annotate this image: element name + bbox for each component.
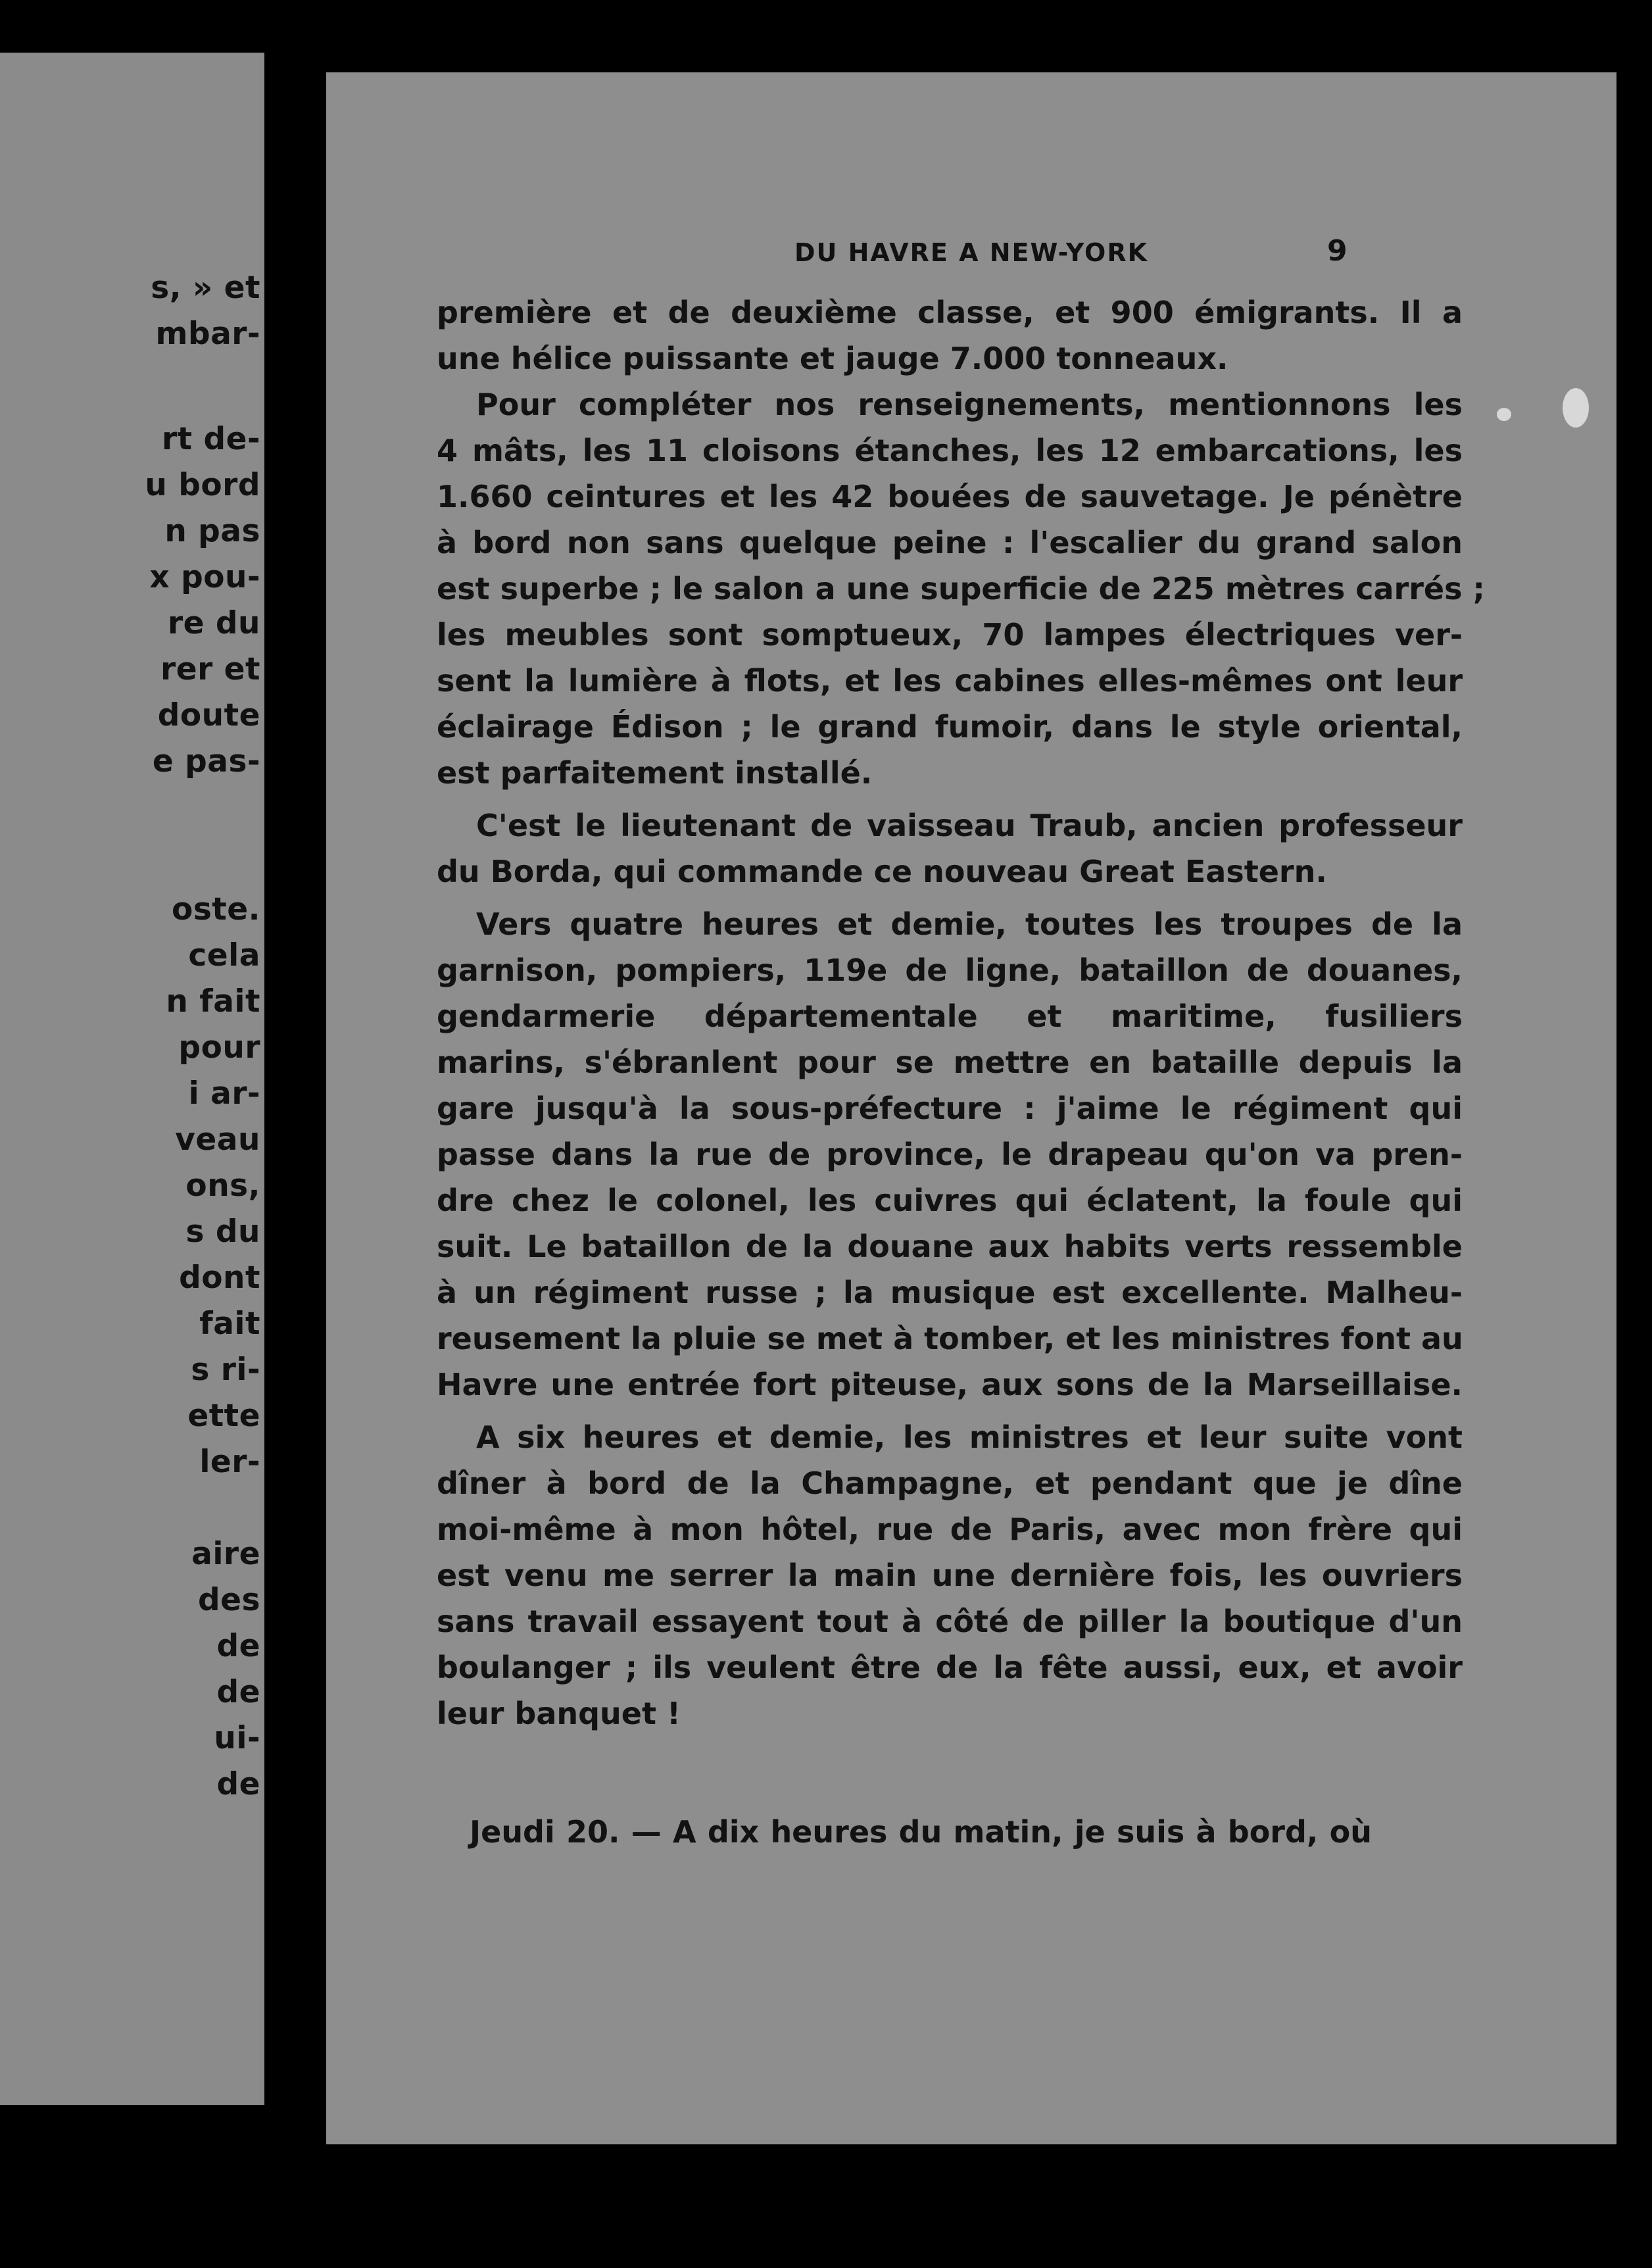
left-fragment: des — [198, 1582, 260, 1618]
left-fragment: n fait — [166, 983, 260, 1020]
left-fragment: ui- — [214, 1720, 260, 1756]
text-line: Pour compléter nos renseignements, mentionnons les — [476, 387, 1463, 422]
left-fragment: veau — [175, 1122, 260, 1158]
left-fragment: i ar- — [188, 1075, 260, 1112]
left-fragment: mbar- — [155, 316, 260, 352]
text-line: reusement la pluie se met à tomber, et les ministres font au — [437, 1321, 1463, 1356]
text-line: 4 mâts, les 11 cloisons étanches, les 12 embarcations, les — [437, 433, 1463, 468]
left-fragment: aire — [191, 1536, 260, 1572]
text-line: du Borda, qui commande ce nouveau Great Eastern. — [437, 854, 1327, 889]
page-number: 9 — [1327, 234, 1348, 268]
left-fragment: e pas- — [152, 743, 260, 779]
left-fragment: ler- — [199, 1444, 260, 1480]
text-line: dîner à bord de la Champagne, et pendant que je dîne — [437, 1466, 1463, 1501]
previous-page-strip — [0, 53, 264, 2105]
text-line: à bord non sans quelque peine : l'escalier du grand salon — [437, 525, 1463, 560]
text-line: moi-même à mon hôtel, rue de Paris, avec mon frère qui — [437, 1512, 1463, 1547]
text-line: Havre une entrée fort piteuse, aux sons de la Marseillaise. — [437, 1367, 1463, 1402]
text-line: boulanger ; ils veulent être de la fête aussi, eux, et avoir — [437, 1650, 1463, 1685]
text-line: éclairage Édison ; le grand fumoir, dans le style oriental, — [437, 709, 1463, 745]
text-line: suit. Le bataillon de la douane aux habits verts ressemble — [437, 1229, 1463, 1264]
text-line: dre chez le colonel, les cuivres qui éclatent, la foule qui — [437, 1183, 1463, 1218]
left-fragment: pour — [178, 1029, 260, 1066]
text-line: est superbe ; le salon a une superficie de 225 mètres carrés ; — [437, 571, 1485, 606]
text-line: Jeudi 20. — A dix heures du matin, je suis à bord, où — [470, 1814, 1372, 1850]
text-line: passe dans la rue de province, le drapeau qu'on va pren- — [437, 1137, 1463, 1172]
left-fragment: de — [216, 1766, 260, 1802]
page-gutter — [264, 0, 329, 2268]
left-fragment: cela — [188, 937, 260, 974]
text-line: C'est le lieutenant de vaisseau Traub, ancien professeur — [476, 808, 1463, 843]
text-line: gendarmerie départementale et maritime, fusiliers — [437, 998, 1463, 1034]
left-fragment: de — [216, 1674, 260, 1710]
text-line: A six heures et demie, les ministres et leur suite vont — [476, 1419, 1463, 1455]
text-line: 1.660 ceintures et les 42 bouées de sauvetage. Je pénètre — [437, 479, 1463, 514]
left-fragment: doute — [157, 697, 260, 733]
scan-speck — [1497, 408, 1511, 421]
text-line: à un régiment russe ; la musique est excellente. Malheu- — [437, 1275, 1463, 1310]
left-fragment: s, » et — [151, 270, 260, 306]
left-fragment: ons, — [185, 1168, 260, 1204]
text-line: est venu me serrer la main une dernière fois, les ouvriers — [437, 1558, 1463, 1593]
running-head: DU HAVRE A NEW-YORK — [794, 238, 1149, 267]
text-line: leur banquet ! — [437, 1696, 681, 1731]
text-line: gare jusqu'à la sous-préfecture : j'aime le régiment qui — [437, 1091, 1463, 1126]
left-fragment: u bord — [145, 467, 260, 503]
left-fragment: x pou- — [149, 559, 260, 595]
left-fragment: oste. — [172, 891, 260, 927]
text-line: Vers quatre heures et demie, toutes les troupes de la — [476, 906, 1463, 942]
text-line: sans travail essayent tout à côté de piller la boutique d'un — [437, 1604, 1463, 1639]
left-fragment: fait — [199, 1306, 260, 1342]
text-line: est parfaitement installé. — [437, 755, 873, 791]
left-fragment: de — [216, 1628, 260, 1664]
left-fragment: n pas — [164, 513, 260, 549]
left-fragment: rer et — [160, 651, 260, 687]
left-fragment: s du — [185, 1214, 260, 1250]
text-line: les meubles sont somptueux, 70 lampes électriques ver- — [437, 617, 1463, 653]
left-fragment: s ri- — [191, 1352, 260, 1388]
scan-speck — [1563, 388, 1589, 428]
text-line: une hélice puissante et jauge 7.000 tonneaux. — [437, 341, 1228, 376]
text-line: première et de deuxième classe, et 900 émigrants. Il a — [437, 295, 1463, 330]
left-fragment: ette — [187, 1398, 260, 1434]
text-line: sent la lumière à flots, et les cabines elles-mêmes ont leur — [437, 663, 1463, 699]
book-page — [326, 72, 1616, 2144]
text-line: garnison, pompiers, 119e de ligne, bataillon de douanes, — [437, 952, 1463, 988]
text-line: marins, s'ébranlent pour se mettre en bataille depuis la — [437, 1045, 1463, 1080]
left-fragment: rt de- — [161, 421, 260, 457]
left-fragment: re du — [167, 605, 260, 641]
left-fragment: dont — [179, 1260, 260, 1296]
